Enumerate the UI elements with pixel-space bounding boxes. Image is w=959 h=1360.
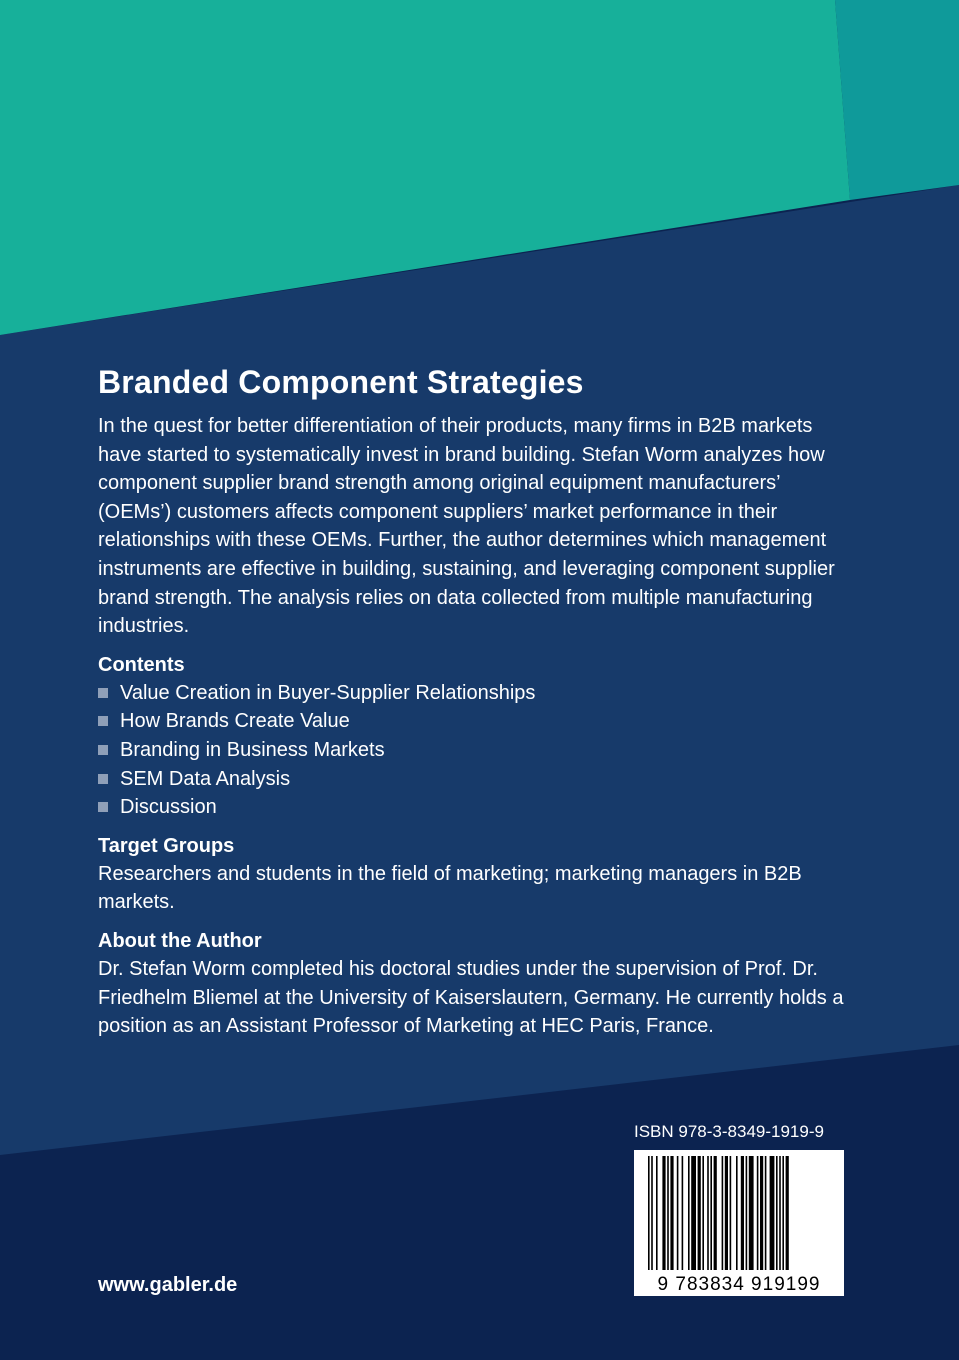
- barcode-bars: [648, 1156, 789, 1270]
- barcode-bar: [786, 1156, 789, 1270]
- barcode-bar: [770, 1156, 775, 1270]
- barcode: [634, 1150, 844, 1296]
- barcode-digits: 9 783834 919199: [657, 1274, 821, 1295]
- barcode-bar: [722, 1156, 724, 1270]
- barcode-bar: [776, 1156, 778, 1270]
- square-bullet-icon: [98, 688, 108, 698]
- barcode-bar: [707, 1156, 709, 1270]
- barcode-bar: [757, 1156, 759, 1270]
- barcode-bar: [710, 1156, 712, 1270]
- contents-item: [98, 736, 858, 765]
- barcode-graphic: [634, 1150, 844, 1296]
- barcode-bar: [648, 1156, 650, 1270]
- barcode-bar: [677, 1156, 679, 1270]
- contents-item-label: Discussion: [120, 796, 217, 819]
- barcode-bar: [691, 1156, 696, 1270]
- barcode-bar: [730, 1156, 732, 1270]
- square-bullet-icon: [98, 745, 108, 755]
- teal-right-block: [835, 0, 959, 200]
- about-author-heading: About the Author: [98, 929, 262, 952]
- barcode-bar: [651, 1156, 653, 1270]
- about-author-text: Dr. Stefan Worm completed his doctoral studies under the supervision of Prof. Dr. Friedhelm Bliemel at the University of Kaiserslautern, Germany. He currently holds a position as an Assistant Professor of Marketing at HEC Paris, France.: [98, 957, 844, 1038]
- barcode-bar: [741, 1156, 744, 1270]
- contents-item-label: Branding in Business Markets: [120, 738, 385, 761]
- contents-heading: Contents: [98, 653, 185, 676]
- barcode-bar: [698, 1156, 701, 1270]
- contents-item: [98, 793, 858, 822]
- contents-item-label: SEM Data Analysis: [120, 767, 291, 790]
- book-title: Branded Component Strategies: [98, 364, 584, 400]
- barcode-bar: [682, 1156, 684, 1270]
- barcode-bar: [702, 1156, 704, 1270]
- barcode-bar: [670, 1156, 673, 1270]
- barcode-bar: [725, 1156, 728, 1270]
- barcode-bar: [749, 1156, 754, 1270]
- contents-item: [98, 707, 858, 736]
- barcode-bar: [760, 1156, 763, 1270]
- contents-item-label: Value Creation in Buyer-Supplier Relationships: [120, 681, 536, 704]
- barcode-bar: [779, 1156, 781, 1270]
- contents-item-label: How Brands Create Value: [120, 710, 350, 733]
- barcode-bar: [746, 1156, 748, 1270]
- barcode-bar: [656, 1156, 658, 1270]
- publisher-website[interactable]: www.gabler.de: [98, 1274, 238, 1296]
- barcode-bar: [765, 1156, 767, 1270]
- target-groups-heading: Target Groups: [98, 834, 235, 857]
- square-bullet-icon: [98, 716, 108, 726]
- square-bullet-icon: [98, 802, 108, 812]
- contents-item: [98, 679, 858, 708]
- barcode-bar: [782, 1156, 784, 1270]
- target-groups-text: Researchers and students in the field of marketing; marketing managers in B2B markets.: [98, 862, 802, 914]
- square-bullet-icon: [98, 774, 108, 784]
- barcode-bar: [662, 1156, 665, 1270]
- contents-list: [98, 679, 858, 822]
- back-cover-text: [98, 362, 858, 1041]
- barcode-bar: [736, 1156, 738, 1270]
- barcode-bar: [688, 1156, 690, 1270]
- barcode-bar: [667, 1156, 669, 1270]
- barcode-bar: [714, 1156, 717, 1270]
- book-description: In the quest for better differentiation of their products, many firms in B2B markets have started to systematically invest in brand building. Stefan Worm analyzes how component supplier brand strength among original equipment manufacturers’ (OEMs’) customers affects component suppliers’ market performance in their relationships with these OEMs. Further, the author determines which management instruments are effective in building, sustaining, and leveraging component supplier brand strength. The analysis relies on data collected from multiple manufacturing industries.: [98, 415, 835, 638]
- contents-item: [98, 765, 858, 794]
- isbn-label: ISBN 978-3-8349-1919-9: [634, 1122, 824, 1141]
